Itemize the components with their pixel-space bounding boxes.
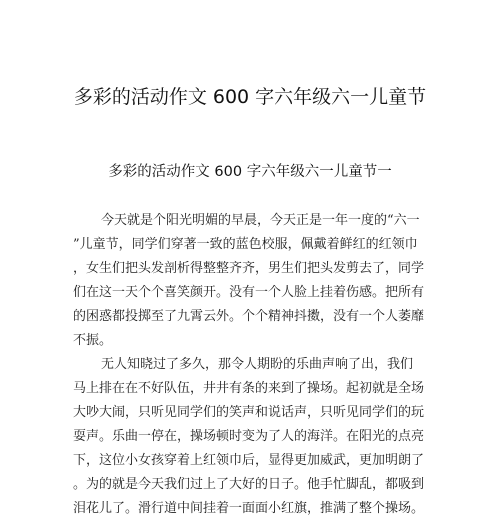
paragraph-2-line-1: 无人知晓过了多久，那令人期盼的乐曲声响了出，我们	[101, 357, 414, 372]
document-body	[73, 209, 433, 517]
paragraph-1-line-1: 今天就是个阳光明媚的早晨，今天正是一年一度的“六一	[101, 213, 420, 228]
paragraph-1-line-6: 不振。	[73, 333, 113, 348]
document-title: 多彩的活动作文 600 字六年级六一儿童节	[73, 86, 427, 108]
paragraph-2-line-2: 马上排在在不好队伍，井井有条的来到了操场。起初就是全场	[73, 381, 425, 396]
section-title: 多彩的活动作文 600 字六年级六一儿童节一	[108, 164, 392, 180]
paragraph-1-line-4: 们在这一天个个喜笑颜开。没有一个人脸上挂着伤感。把所有	[73, 285, 425, 300]
paragraph-1-line-5: 的困惑都投掷至了九霄云外。个个精神抖擞，没有一个人萎靡	[73, 309, 425, 324]
paragraph-1-line-3: ，女生们把头发剖析得整整齐齐，男生们把头发剪去了，同学	[73, 261, 425, 276]
paragraph-2-line-7: 泪花儿了。滑行道中间挂着一面面小红旗，推满了整个操场。	[73, 501, 425, 516]
paragraph-2-line-4: 耍声。乐曲一停在，操场顿时变为了人的海洋。在阳光的点亮	[73, 429, 425, 444]
paragraph-1-line-2: ”儿童节，同学们穿著一致的蓝色校服，佩戴着鲜红的红领巾	[73, 237, 418, 252]
paragraph-2-line-3: 大吵大闹，只听见同学们的笑声和说话声，只听见同学们的玩	[73, 405, 425, 420]
paragraph-2-line-6: 。为的就是今天我们过上了大好的日子。他手忙脚乱，都吸到	[73, 477, 425, 492]
paragraph-2-line-5: 下，这位小女孩穿着上红领巾后，显得更加威武，更加明朗了	[73, 453, 425, 468]
